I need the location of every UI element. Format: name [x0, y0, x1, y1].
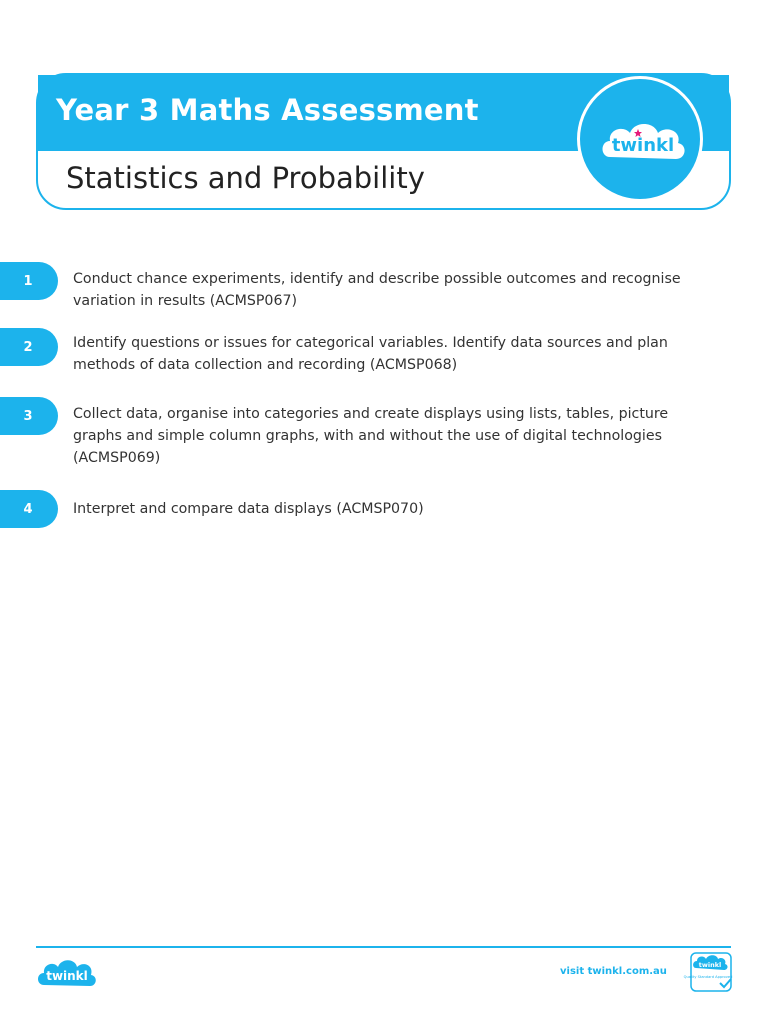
badge-caption: Quality Standard Approved: [683, 975, 733, 979]
footer-logo: [36, 955, 98, 995]
item-text: Identify questions or issues for categorical variables. Identify data sources and plan methods of data collection and recording (ACMSP068): [73, 335, 668, 373]
item-number-badge: 2: [0, 328, 58, 366]
badge-logo-wordmark: twinkl: [698, 961, 722, 969]
item-text: Interpret and compare data displays (ACMSP070): [73, 501, 424, 517]
item-number-badge: 3: [0, 397, 58, 435]
twinkl-cloud-logo-icon: [36, 955, 98, 991]
item-text: Collect data, organise into categories and create displays using lists, tables, picture graphs and simple column graphs, with and without the use of digital technologies (ACMSP069): [73, 406, 669, 466]
footer-website-link[interactable]: visit twinkl.com.au: [560, 966, 667, 977]
item-number-badge: 1: [0, 262, 58, 300]
page-title: Year 3 Maths Assessment: [56, 93, 479, 127]
quality-badge-icon: [683, 952, 734, 994]
item-text: Conduct chance experiments, identify and describe possible outcomes and recognise variation in results (ACMSP067): [73, 271, 681, 309]
quality-badge: [683, 952, 734, 998]
logo-wordmark: twinkl: [611, 135, 675, 156]
twinkl-cloud-logo-icon: [598, 115, 688, 167]
page-subtitle: Statistics and Probability: [66, 161, 425, 195]
footer-divider: [36, 946, 731, 948]
item-number-badge: 4: [0, 490, 58, 528]
twinkl-logo-badge: [577, 76, 703, 202]
footer-logo-wordmark: twinkl: [46, 969, 88, 983]
